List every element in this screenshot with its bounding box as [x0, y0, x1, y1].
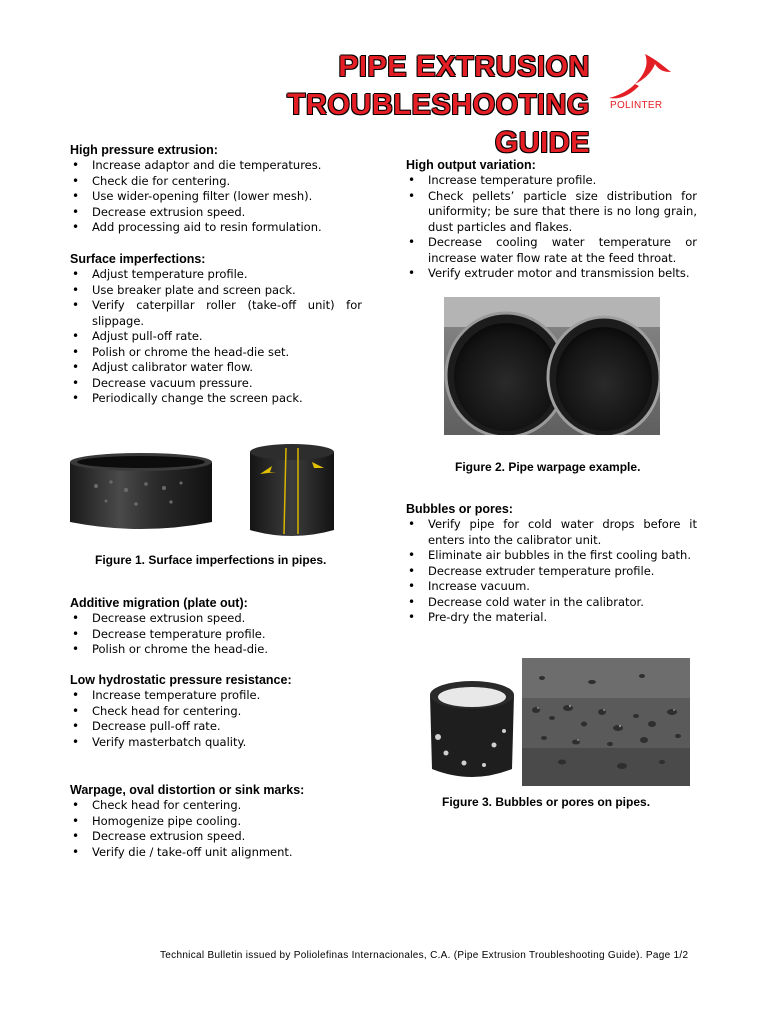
page-footer: Technical Bulletin issued by Poliolefinas Internacionales, C.A. (Pipe Extrusion Troubleshooting Guide). Page 1/2	[160, 950, 689, 961]
section-heading: Bubbles or pores:	[406, 502, 513, 516]
list-item: • Decrease cold water in the calibrator.	[406, 595, 697, 611]
list-item: • Adjust calibrator water flow.	[70, 360, 362, 376]
list-item: • Increase vacuum.	[406, 579, 697, 595]
bullet-list	[406, 173, 697, 282]
list-item: • Increase temperature profile.	[406, 173, 697, 189]
list-item: • Check pellets’ particle size distribution for uniformity; be sure that there is no long grain, dust particles and flakes.	[406, 189, 697, 236]
figure-3-caption: Figure 3. Bubbles or pores on pipes.	[442, 795, 651, 809]
surface-imperfection-pipe-photo-1	[66, 446, 216, 538]
bullet-list	[70, 267, 362, 407]
list-item: • Decrease extruder temperature profile.	[406, 564, 697, 580]
section-heading: High pressure extrusion:	[70, 143, 218, 157]
list-item: • Verify caterpillar roller (take-off unit) for slippage.	[70, 298, 362, 329]
bullet-list	[70, 688, 362, 750]
bubbles-pipe-section-photo	[424, 675, 520, 785]
list-item: • Increase adaptor and die temperatures.	[70, 158, 362, 174]
section-heading: Warpage, oval distortion or sink marks:	[70, 783, 305, 797]
section-surface-imperfections	[70, 251, 362, 407]
list-item: • Pre-dry the material.	[406, 610, 697, 626]
list-item: • Periodically change the screen pack.	[70, 391, 362, 407]
bullet-list	[70, 798, 362, 860]
list-item: • Add processing aid to resin formulation.	[70, 220, 362, 236]
list-item: • Check head for centering.	[70, 798, 362, 814]
list-item: • Decrease extrusion speed.	[70, 205, 362, 221]
list-item: • Decrease extrusion speed.	[70, 829, 362, 845]
list-item: • Polish or chrome the head-die.	[70, 642, 362, 658]
list-item: • Use breaker plate and screen pack.	[70, 283, 362, 299]
list-item: • Use wider-opening filter (lower mesh).	[70, 189, 362, 205]
list-item: • Verify extruder motor and transmission belts.	[406, 266, 697, 282]
list-item: • Decrease temperature profile.	[70, 627, 362, 643]
section-high-pressure	[70, 142, 362, 236]
list-item: • Check head for centering.	[70, 704, 362, 720]
title-line-2: TROUBLESHOOTING GUIDE	[287, 88, 590, 159]
list-item: • Increase temperature profile.	[70, 688, 362, 704]
section-bubbles-pores	[406, 501, 697, 626]
bubbles-surface-closeup-photo	[522, 658, 690, 786]
list-item: • Decrease pull-off rate.	[70, 719, 362, 735]
list-item: • Check die for centering.	[70, 174, 362, 190]
list-item: • Adjust pull-off rate.	[70, 329, 362, 345]
list-item: • Adjust temperature profile.	[70, 267, 362, 283]
section-warpage	[70, 782, 362, 860]
list-item: • Polish or chrome the head-die set.	[70, 345, 362, 361]
list-item: • Verify pipe for cold water drops before it enters into the calibrator unit.	[406, 517, 697, 548]
section-high-output-variation	[406, 157, 697, 282]
figure-1-caption: Figure 1. Surface imperfections in pipes.	[95, 553, 327, 567]
list-item: • Eliminate air bubbles in the first cooling bath.	[406, 548, 697, 564]
list-item: • Decrease cooling water temperature or increase water flow rate at the feed throat.	[406, 235, 697, 266]
pipe-warpage-photo	[444, 297, 660, 435]
section-heading: Low hydrostatic pressure resistance:	[70, 673, 292, 687]
list-item: • Decrease vacuum pressure.	[70, 376, 362, 392]
title-line-1: PIPE EXTRUSION	[338, 50, 590, 83]
section-additive-migration	[70, 595, 362, 658]
list-item: • Homogenize pipe cooling.	[70, 814, 362, 830]
list-item: • Decrease extrusion speed.	[70, 611, 362, 627]
surface-imperfection-pipe-photo-2	[246, 438, 338, 542]
section-heading: High output variation:	[406, 158, 536, 172]
logo-text: POLINTER	[610, 100, 663, 111]
bullet-list	[70, 158, 362, 236]
section-heading: Additive migration (plate out):	[70, 596, 248, 610]
section-heading: Surface imperfections:	[70, 252, 206, 266]
figure-2-caption: Figure 2. Pipe warpage example.	[455, 460, 641, 474]
bullet-list	[406, 517, 697, 626]
section-low-hydrostatic	[70, 672, 362, 750]
bullet-list	[70, 611, 362, 658]
list-item: • Verify masterbatch quality.	[70, 735, 362, 751]
list-item: • Verify die / take-off unit alignment.	[70, 845, 362, 861]
